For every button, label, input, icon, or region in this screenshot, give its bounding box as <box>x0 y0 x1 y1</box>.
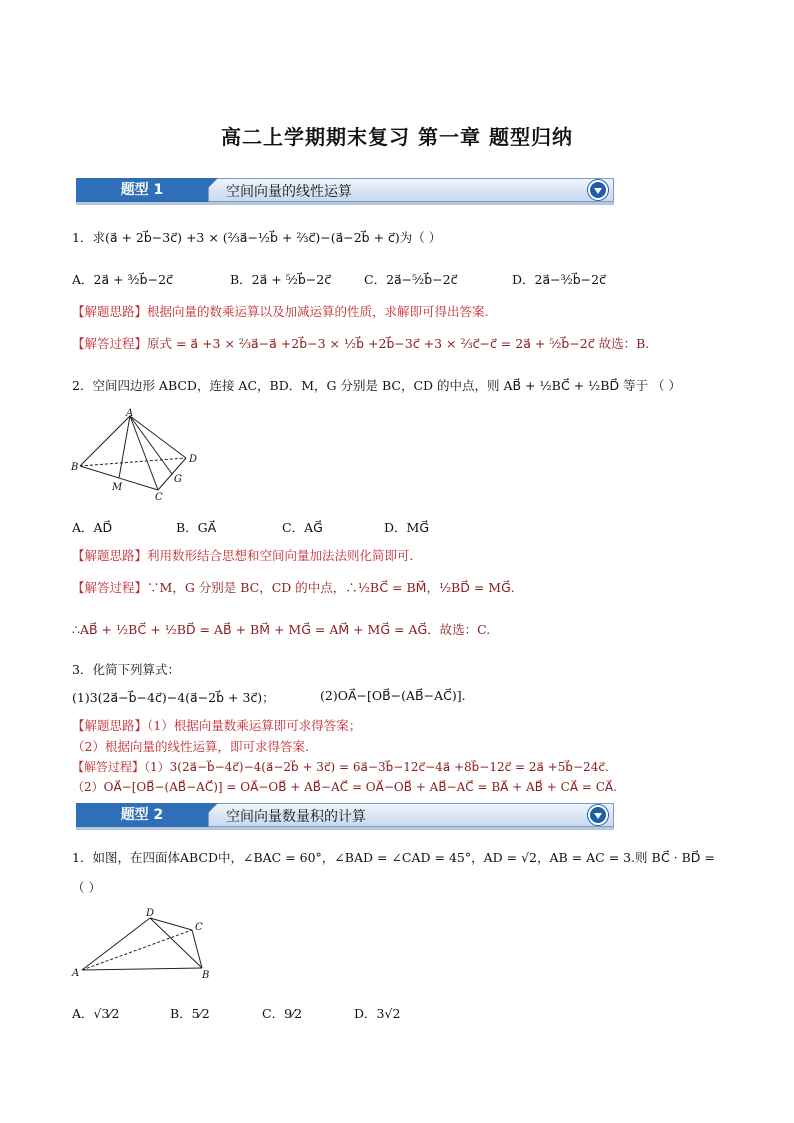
label-C: C <box>195 922 203 933</box>
banner-separator <box>194 803 218 827</box>
question-4-bracket: （ ） <box>72 880 101 895</box>
process-label: 【解答过程】 <box>72 760 145 774</box>
idea-label: 【解题思路】 <box>72 718 148 733</box>
question-4: 1．如图，在四面体ABCD中，∠BAC = 60°，∠BAD = ∠CAD = 45°，AD = √2，AB = AC = 3.则 BC⃗ · BD⃗ = <box>72 850 715 865</box>
option-b: B．GA⃗ <box>176 520 217 535</box>
label-A: A <box>126 408 134 419</box>
question-3-part-2: (2)OA⃗−[OB⃗−(AB⃗−AC⃗)]. <box>320 688 466 703</box>
section-tag: 题型 2 <box>76 803 208 827</box>
section-name: 空间向量数量积的计算 <box>226 809 366 825</box>
label-B: B <box>71 462 79 473</box>
option-d: D．MG⃗ <box>384 520 430 535</box>
tetrahedron-figure-2 <box>70 904 220 984</box>
label-G: G <box>174 474 182 485</box>
section-banner-1 <box>76 178 614 202</box>
solution-process: 【解答过程】原式 = a⃗ +3 × ²⁄₃a⃗−a⃗ +2b⃗−3 × ½b⃗ +2b⃗−3c⃗ +3 × ²⁄₃c⃗−c⃗ = 2a⃗ + ⁵⁄₂b⃗−2c⃗ 故选：B. <box>72 336 650 351</box>
option-c: C．AG⃗ <box>282 520 323 535</box>
option-c: C．2a⃗−⁵⁄₂b⃗−2c⃗ <box>364 272 458 287</box>
question-2: 2．空间四边形 ABCD，连接 AC，BD．M，G 分别是 BC，CD 的中点，则 AB⃗ + ½BC⃗ + ½BD⃗ 等于 （ ） <box>72 378 682 393</box>
label-M: M <box>112 482 123 493</box>
label-A: A <box>72 968 80 979</box>
label-D: D <box>146 908 155 919</box>
option-c: C．9⁄2 <box>262 1006 303 1021</box>
idea-label: 【解题思路】 <box>72 548 148 563</box>
option-a: A．AD⃗ <box>72 520 113 535</box>
process-label: 【解答过程】 <box>72 580 148 595</box>
option-a: A．√3⁄2 <box>72 1006 120 1021</box>
solution-process-2: ∴AB⃗ + ½BC⃗ + ½BD⃗ = AB⃗ + BM⃗ + MG⃗ = AM⃗ + MG⃗ = AG⃗．故选：C. <box>72 622 491 637</box>
section-banner-2 <box>76 803 614 827</box>
option-b: B．5⁄2 <box>170 1006 210 1021</box>
idea-label: 【解题思路】 <box>72 304 148 319</box>
solution-process: 【解答过程】（1）3(2a⃗−b⃗−4c⃗)−4(a⃗−2b⃗ + 3c⃗) = 6a⃗−3b⃗−12c⃗−4a⃗ +8b⃗−12c⃗ = 2a⃗ +5b⃗−24c⃗. <box>72 760 609 774</box>
option-b: B．2a⃗ + ⁵⁄₂b⃗−2c⃗ <box>230 272 332 287</box>
banner-separator <box>194 178 218 202</box>
solution-idea-2: （2）根据向量的线性运算，即可求得答案. <box>72 739 309 754</box>
chevron-down-icon[interactable] <box>588 180 608 200</box>
label-C: C <box>155 492 163 503</box>
solution-process-2: （2）OA⃗−[OB⃗−(AB⃗−AC⃗)] = OA⃗−OB⃗ + AB⃗−AC⃗ = OA⃗−OB⃗ + AB⃗−AC⃗ = BA⃗ + AB⃗ + CA⃗ = CA⃗. <box>72 780 617 794</box>
chevron-down-icon[interactable] <box>588 805 608 825</box>
solution-idea: 【解题思路】根据向量的数乘运算以及加减运算的性质，求解即可得出答案. <box>72 304 489 319</box>
tetrahedron-figure-1 <box>70 408 210 504</box>
solution-process: 【解答过程】∵M，G 分别是 BC，CD 的中点，∴½BC⃗ = BM⃗，½BD⃗ = MG⃗. <box>72 580 515 595</box>
option-a: A．2a⃗ + ³⁄₂b⃗−2c⃗ <box>72 272 173 287</box>
question-1: 1．求(a⃗ + 2b⃗−3c⃗) +3 × (²⁄₃a⃗−½b⃗ + ²⁄₃c⃗)−(a⃗−2b⃗ + c⃗)为（ ） <box>72 230 442 245</box>
label-B: B <box>202 970 210 981</box>
question-3: 3．化简下列算式： <box>72 662 180 677</box>
question-3-part-1: (1)3(2a⃗−b⃗−4c⃗)−4(a⃗−2b⃗ + 3c⃗)； <box>72 690 275 705</box>
solution-idea: 【解题思路】（1）根据向量数乘运算即可求得答案； <box>72 718 362 733</box>
page-title: 高二上学期期末复习 第一章 题型归纳 <box>221 125 573 149</box>
option-d: D．3√2 <box>354 1006 401 1021</box>
section-name: 空间向量的线性运算 <box>226 184 352 200</box>
solution-idea: 【解题思路】利用数形结合思想和空间向量加法法则化简即可． <box>72 548 423 563</box>
process-label: 【解答过程】 <box>72 336 148 351</box>
section-tag: 题型 1 <box>76 178 208 202</box>
option-d: D．2a⃗−³⁄₂b⃗−2c⃗ <box>512 272 606 287</box>
label-D: D <box>189 454 198 465</box>
